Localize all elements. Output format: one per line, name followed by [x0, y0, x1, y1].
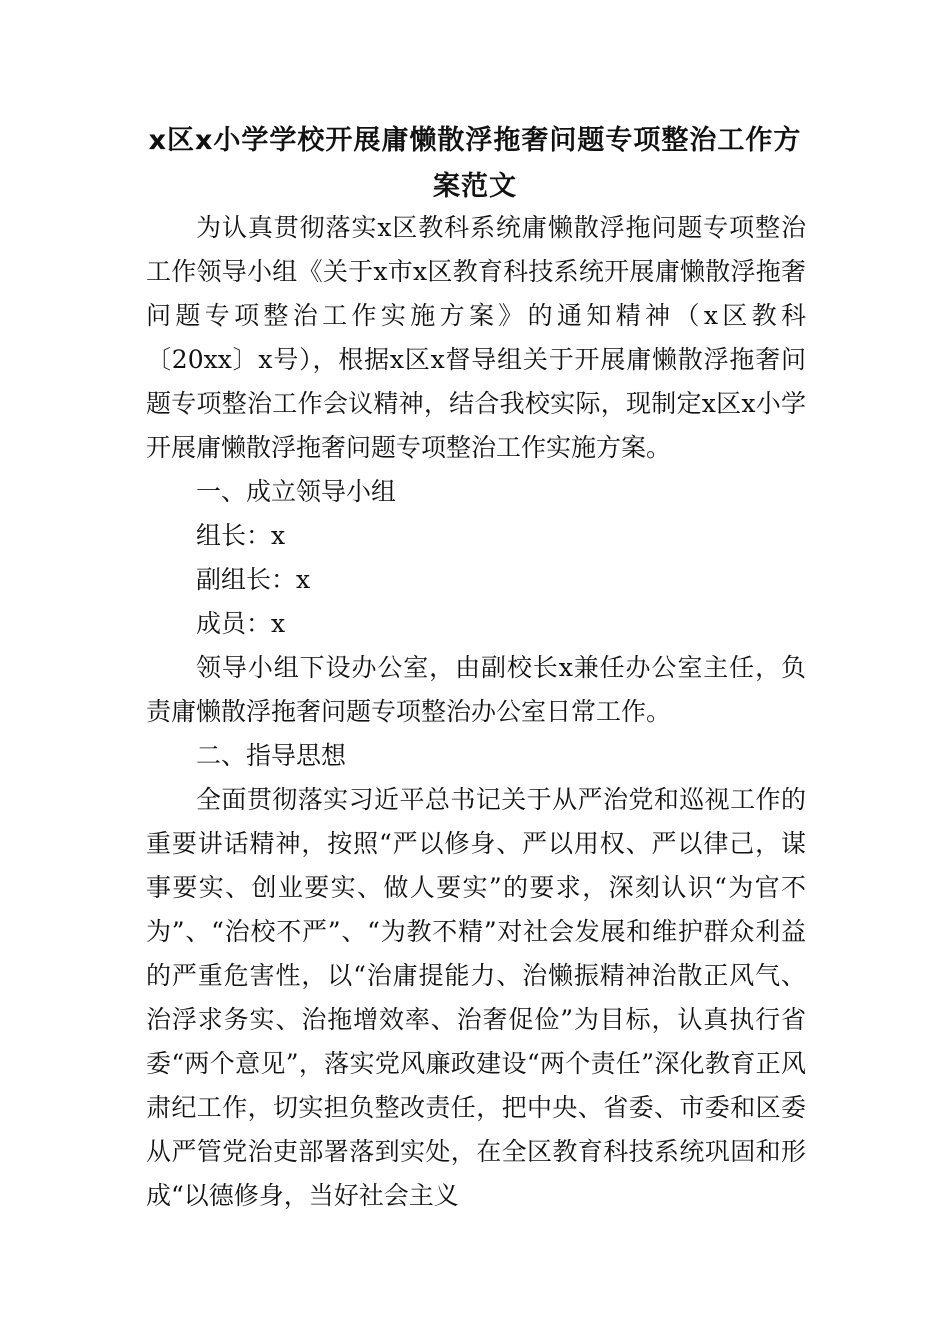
office-paragraph: 领导小组下设办公室，由副校长x兼任办公室主任，负责庸懒散浮拖奢问题专项整治办公室日常工作。 — [146, 653, 806, 726]
group-leader-line: 组长：x — [196, 521, 286, 550]
members-line: 成员：x — [196, 609, 286, 638]
document-title: x区x小学学校开展庸懒散浮拖奢问题专项整治工作方案范文 — [148, 125, 802, 202]
section-heading-leadership-group: 一、成立领导小组 — [196, 477, 397, 506]
deputy-leader-line: 副组长：x — [196, 565, 311, 594]
section-heading-guiding-ideology: 二、指导思想 — [196, 741, 347, 770]
guiding-ideology-paragraph: 全面贯彻落实习近平总书记关于从严治党和巡视工作的重要讲话精神，按照“严以修身、严以用权、严以律己，谋事要实、创业要实、做人要实”的要求，深刻认识“为官不为”、“治校不严”、“为教不精”对社会发展和维护群众利益的严重危害性，以“治庸提能力、治懒振精神治散正风气、治浮求务实、治拖增效率、治奢促俭”为目标，认真执行省委“两个意见”，落实党风廉政建设“两个责任”深化教育正风肃纪工作，切实担负整改责任，把中央、省委、市委和区委从严管党治吏部署落到实处，在全区教育科技系统巩固和形成“以德修身，当好社会主义 — [146, 785, 806, 1210]
document-body — [146, 206, 806, 1218]
intro-paragraph: 为认真贯彻落实x区教科系统庸懒散浮拖问题专项整治工作领导小组《关于x市x区教育科技系统开展庸懒散浮拖奢问题专项整治工作实施方案》的通知精神（x区教科〔20xx〕x号），根据x区x督导组关于开展庸懒散浮拖奢问题专项整治工作会议精神，结合我校实际，现制定x区x小学开展庸懒散浮拖奢问题专项整治工作实施方案。 — [146, 213, 806, 462]
